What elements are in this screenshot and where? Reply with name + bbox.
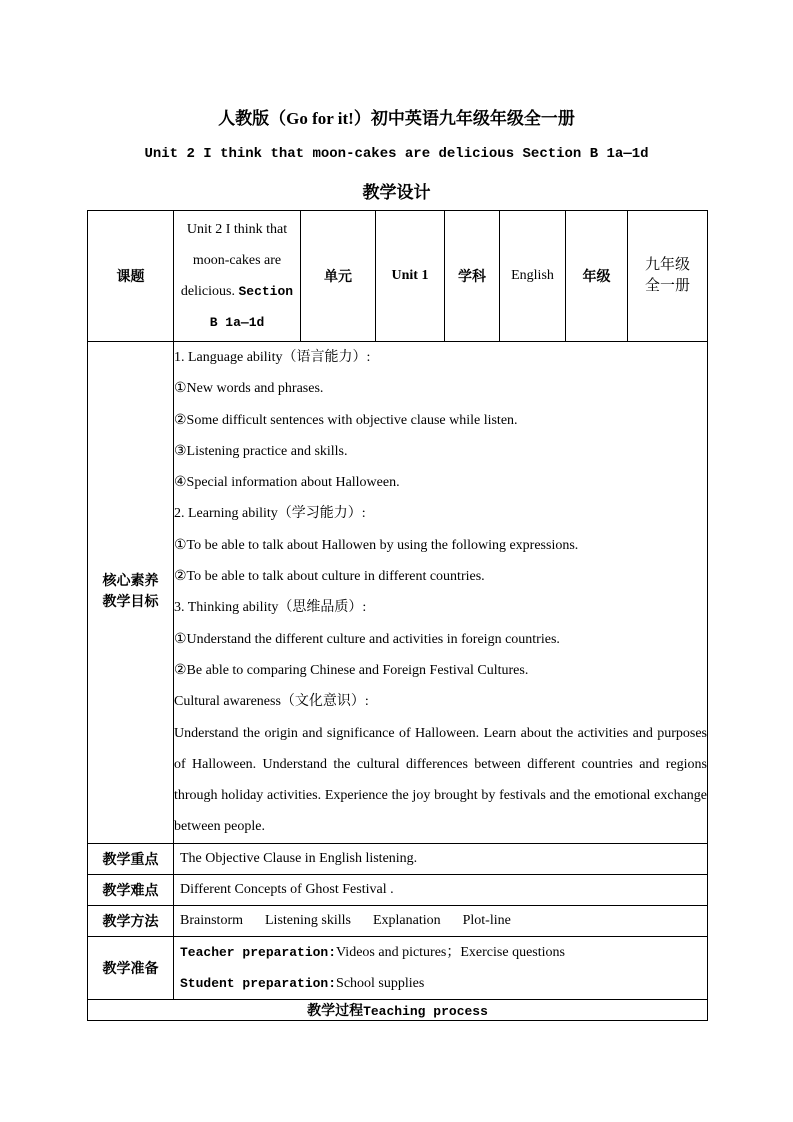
- goal-line: 2. Learning ability（学习能力）:: [174, 506, 366, 522]
- teacher-preparation: Teacher preparation:Videos and pictures；Exercise questions: [180, 944, 565, 960]
- goal-line: ①New words and phrases.: [174, 381, 324, 397]
- difficulties-row: [88, 874, 708, 905]
- methods-row: [88, 905, 708, 936]
- goals-label: 核心素养 教学目标: [88, 342, 174, 844]
- document-title: 人教版（Go for it!）初中英语九年级年级全一册: [218, 109, 575, 128]
- lesson-label: 课题: [88, 211, 174, 342]
- goal-line: ②To be able to talk about culture in different countries.: [174, 569, 485, 585]
- method-item: Brainstorm: [180, 912, 243, 928]
- process-heading: 教学过程Teaching process: [88, 999, 708, 1020]
- lesson-line-2: moon-cakes are: [192, 253, 282, 268]
- subject-value: English: [500, 211, 566, 342]
- goal-line: ②Some difficult sentences with objective clause while listen.: [174, 412, 518, 428]
- goal-line: ③Listening practice and skills.: [174, 443, 348, 459]
- goals-content: [174, 342, 708, 844]
- method-item: Explanation: [372, 912, 441, 928]
- goal-line: 3. Thinking ability（思维品质）:: [174, 600, 367, 616]
- methods-label: 教学方法: [88, 905, 174, 936]
- lesson-line-4: B 1a—1d: [209, 315, 265, 330]
- goal-line: 1. Language ability（语言能力）:: [174, 350, 371, 365]
- difficulties-value: Different Concepts of Ghost Festival .: [174, 874, 708, 905]
- lesson-line-3: delicious. Section: [180, 284, 294, 299]
- goal-line: ④Special information about Halloween.: [174, 475, 400, 491]
- goal-line: ①Understand the different culture and activities in foreign countries.: [174, 631, 560, 647]
- lesson-title-cell: [174, 211, 301, 342]
- preparation-row: [88, 936, 708, 999]
- key-points-value: The Objective Clause in English listening.: [174, 843, 708, 874]
- methods-value: [174, 905, 708, 936]
- lesson-line-1: Unit 2 I think that: [186, 222, 288, 237]
- subject-label: 学科: [445, 211, 500, 342]
- goal-line: ①To be able to talk about Hallowen by using the following expressions.: [174, 537, 579, 553]
- key-points-row: [88, 843, 708, 874]
- goal-line: Cultural awareness（文化意识）:: [174, 694, 369, 710]
- grade-label: 年级: [566, 211, 628, 342]
- difficulties-label: 教学难点: [88, 874, 174, 905]
- key-points-label: 教学重点: [88, 843, 174, 874]
- student-preparation: Student preparation:School supplies: [180, 975, 425, 991]
- method-item: Plot-line: [462, 912, 511, 928]
- lesson-subtitle: Unit 2 I think that moon-cakes are delicious Section B 1a—1d: [144, 146, 649, 162]
- method-item: Listening skills: [265, 912, 351, 928]
- process-row: [88, 999, 708, 1020]
- cultural-awareness-paragraph: Understand the origin and significance of Halloween. Learn about the activities and purposes of Halloween. Understand the cultural differences between different countries and regions through holiday activities. Experience the joy brought by festivals and the emotional exchange between people.: [174, 725, 707, 835]
- goals-row: [88, 342, 708, 844]
- grade-value: 九年级 全一册: [628, 211, 708, 342]
- document-type: 教学设计: [362, 183, 431, 202]
- preparation-value: [174, 936, 708, 999]
- lesson-plan-table: [87, 210, 708, 1021]
- preparation-label: 教学准备: [88, 936, 174, 999]
- unit-value: Unit 1: [376, 211, 445, 342]
- unit-label: 单元: [301, 211, 376, 342]
- goal-line: ②Be able to comparing Chinese and Foreign Festival Cultures.: [174, 662, 529, 678]
- info-row: [88, 211, 708, 342]
